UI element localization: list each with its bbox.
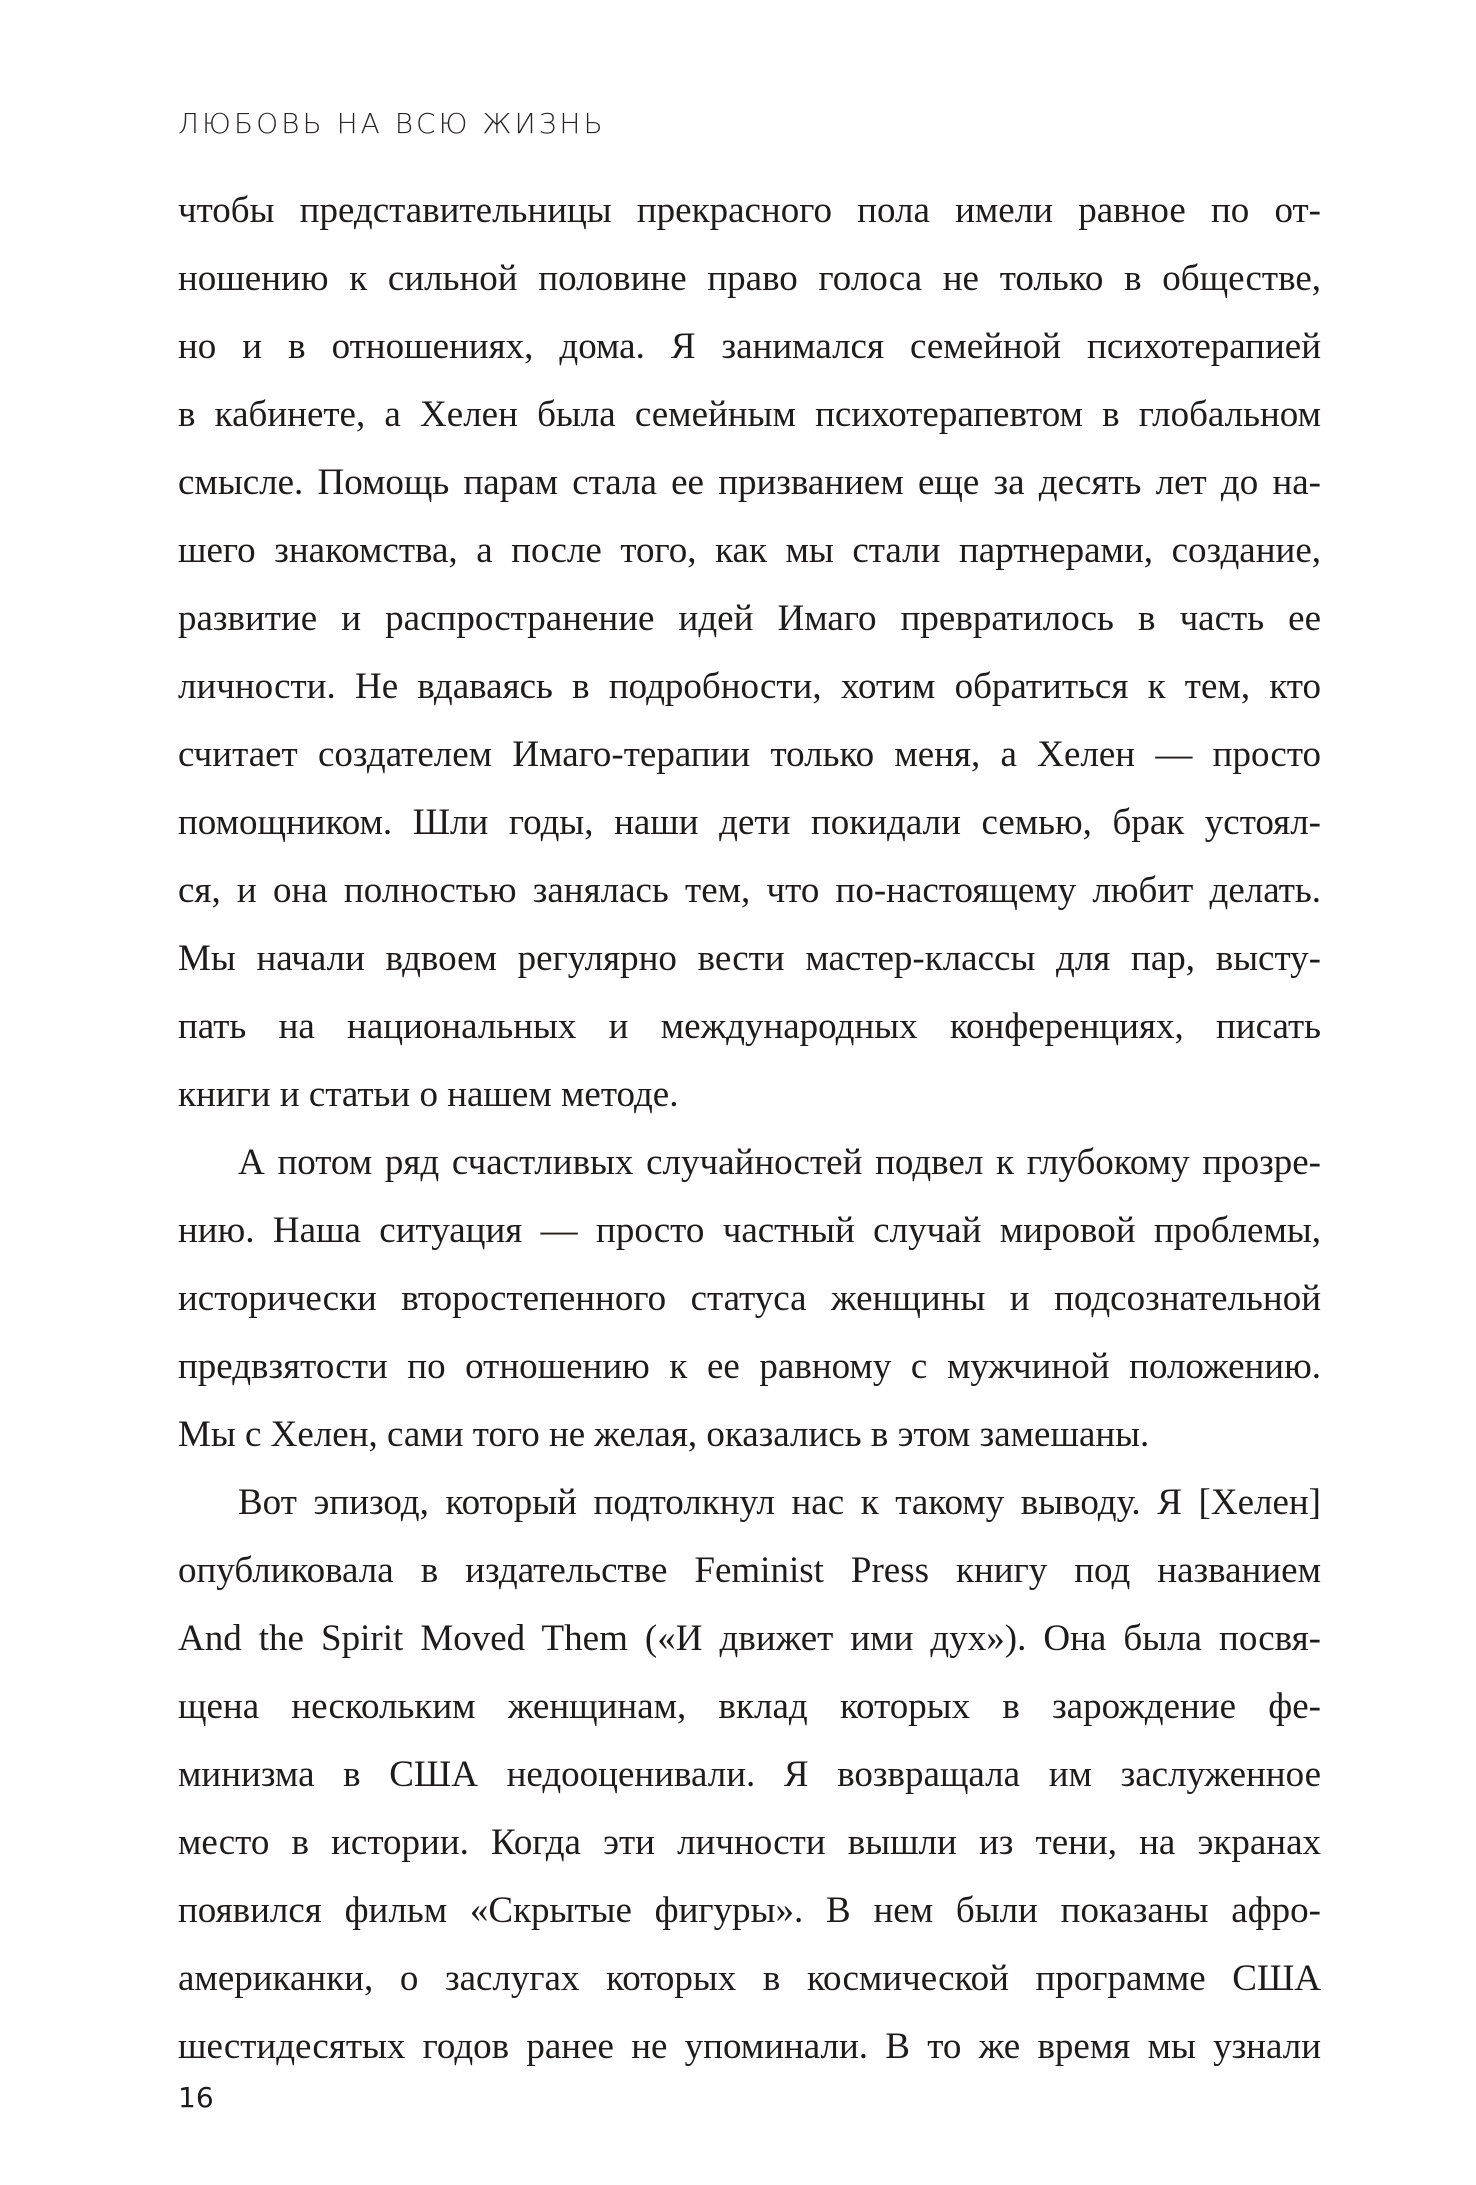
text-line: американки, о заслугах которых в космической программе США bbox=[178, 1958, 1321, 1999]
text-line: место в истории. Когда эти личности вышли из тени, на экранах bbox=[178, 1822, 1321, 1863]
page-number: 16 bbox=[178, 2081, 214, 2114]
text-line: появился фильм «Скрытые фигуры». В нем были показаны афро- bbox=[178, 1890, 1321, 1931]
text-line: чтобы представительницы прекрасного пола имели равное по от- bbox=[178, 190, 1321, 231]
text-line: развитие и распространение идей Имаго превратилось в часть ее bbox=[178, 598, 1321, 639]
text-line: Вот эпизод, который подтолкнул нас к такому выводу. Я [Хелен] bbox=[238, 1482, 1321, 1523]
text-line: шестидесятых годов ранее не упоминали. В то же время мы узнали bbox=[178, 2026, 1321, 2067]
text-line: Мы начали вдвоем регулярно вести мастер-классы для пар, высту- bbox=[178, 938, 1321, 979]
text-line: в кабинете, а Хелен была семейным психотерапевтом в глобальном bbox=[178, 394, 1321, 435]
text-line: но и в отношениях, дома. Я занимался семейной психотерапией bbox=[178, 326, 1321, 367]
text-line: минизма в США недооценивали. Я возвращала им заслуженное bbox=[178, 1754, 1321, 1795]
text-line: считает создателем Имаго-терапии только меня, а Хелен — просто bbox=[178, 734, 1321, 775]
text-line: нию. Наша ситуация — просто частный случай мировой проблемы, bbox=[178, 1210, 1321, 1251]
text-line: личности. Не вдаваясь в подробности, хотим обратиться к тем, кто bbox=[178, 666, 1321, 707]
text-line: ся, и она полностью занялась тем, что по-настоящему любит делать. bbox=[178, 870, 1321, 911]
body-text bbox=[178, 177, 1321, 2081]
text-line: предвзятости по отношению к ее равному с мужчиной положению. bbox=[178, 1346, 1321, 1387]
text-line: опубликовала в издательстве Feminist Press книгу под названием bbox=[178, 1550, 1321, 1591]
running-header: ЛЮБОВЬ НА ВСЮ ЖИЗНЬ bbox=[178, 107, 606, 140]
text-line: ношению к сильной половине право голоса не только в обществе, bbox=[178, 258, 1321, 299]
text-line: книги и статьи о нашем методе. bbox=[178, 1074, 679, 1115]
text-line: шего знакомства, а после того, как мы стали партнерами, создание, bbox=[178, 530, 1321, 571]
text-line: А потом ряд счастливых случайностей подвел к глубокому прозре- bbox=[238, 1142, 1321, 1183]
text-line: помощником. Шли годы, наши дети покидали семью, брак устоял- bbox=[178, 802, 1321, 843]
text-line: And the Spirit Moved Them («И движет ими дух»). Она была посвя- bbox=[178, 1618, 1321, 1659]
text-line: пать на национальных и международных конференциях, писать bbox=[178, 1006, 1321, 1047]
text-line: Мы с Хелен, сами того не желая, оказались в этом замешаны. bbox=[178, 1414, 1150, 1455]
text-line: исторически второстепенного статуса женщины и подсознательной bbox=[178, 1278, 1321, 1319]
text-line: щена нескольким женщинам, вклад которых в зарождение фе- bbox=[178, 1686, 1321, 1727]
text-line: смысле. Помощь парам стала ее призванием еще за десять лет до на- bbox=[178, 462, 1321, 503]
